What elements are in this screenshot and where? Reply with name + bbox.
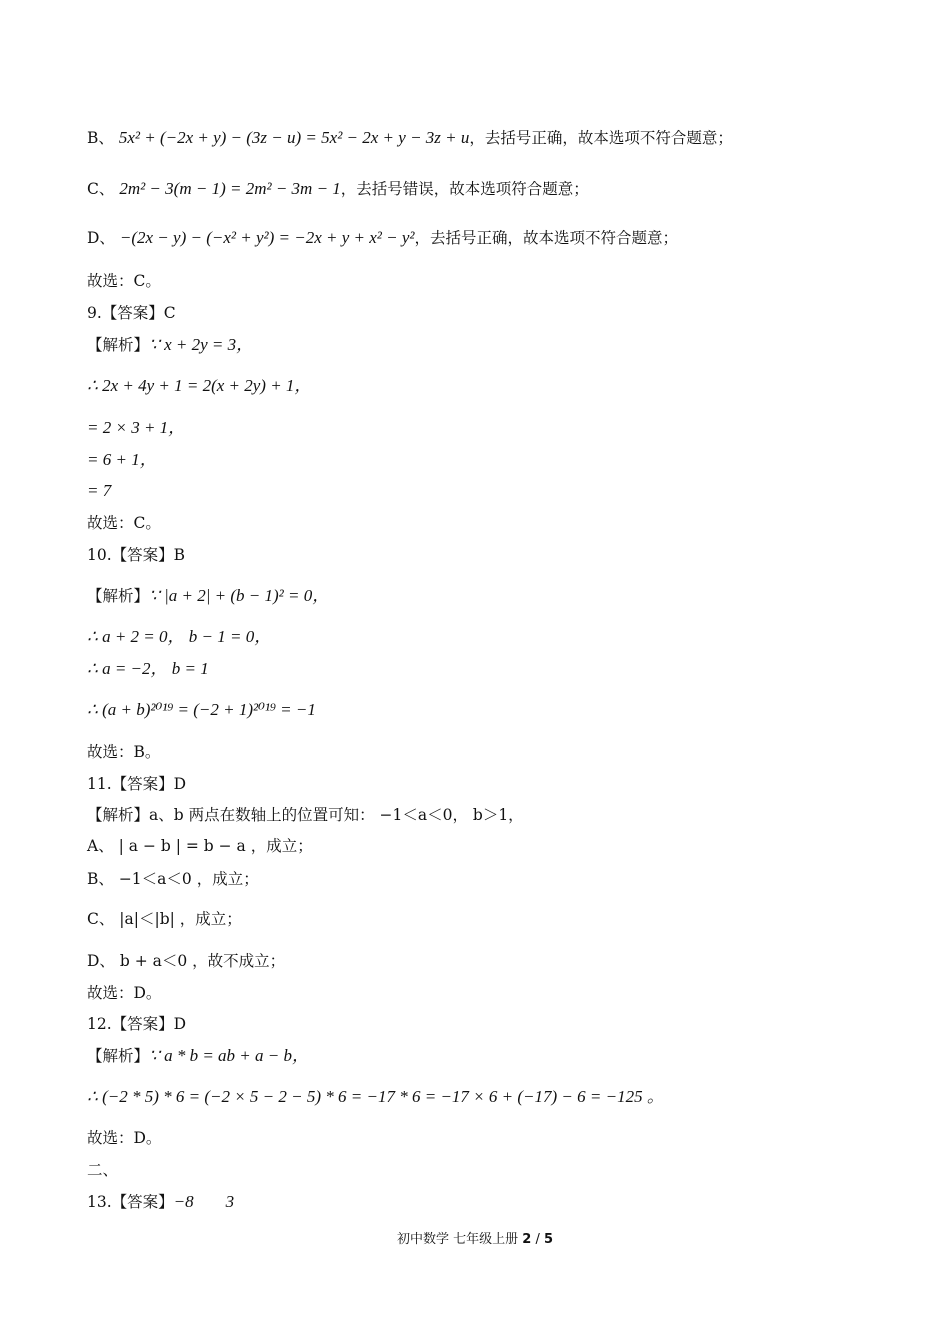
q11-option-c: C、 |a|＜|b| ，成立； (87, 910, 242, 928)
q10-step4: ∴ (a + b)²⁰¹⁹ = (−2 + 1)²⁰¹⁹ = −1 (87, 700, 316, 719)
q8-option-d-text: ，去括号正确，故本选项不符合题意； (414, 229, 679, 247)
q13-value-1: −8 (173, 1192, 194, 1211)
q8-option-b-label: B、 (87, 129, 114, 147)
q8-option-b (87, 128, 733, 148)
q12-step1: ∵ a * b = ab + a − b， (149, 1046, 309, 1065)
q9-step5: = 7 (87, 481, 112, 500)
q10-step2: ∴ a + 2 = 0， b − 1 = 0， (87, 627, 272, 646)
q8-option-b-text: ，去括号正确，故本选项不符合题意； (469, 129, 733, 147)
q9-step1: ∵ x + 2y = 3， (149, 335, 254, 354)
q13-value-2: 3 (225, 1192, 235, 1211)
q11-analysis: 【解析】a、b 两点在数轴上的位置可知： −1＜a＜0， b＞1， (87, 806, 524, 824)
q8-option-c-text: ，去括号错误，故本选项符合题意； (340, 180, 589, 198)
q10-analysis-line1 (87, 586, 329, 606)
q9-choice: 故选：C。 (87, 514, 161, 532)
q8-option-c-math: 2m² − 3(m − 1) = 2m² − 3m − 1 (119, 179, 341, 198)
q12-analysis-line1 (87, 1046, 309, 1066)
q9-answer: 9.【答案】C (87, 304, 176, 322)
q8-option-c-label: C、 (87, 180, 115, 198)
footer-subject: 初中数学 七年级上册 (396, 1232, 519, 1247)
footer-page-number: 2 (522, 1232, 532, 1247)
q9-step3: = 2 × 3 + 1， (87, 418, 186, 437)
q10-answer: 10.【答案】B (87, 546, 186, 564)
q10-choice: 故选：B。 (87, 743, 161, 761)
footer-page-total: 5 (543, 1232, 554, 1247)
q12-step2: ∴ (−2 * 5) * 6 = (−2 × 5 − 2 − 5) * 6 = −17 * 6 = −17 × 6 + (−17) − 6 = −125 。 (87, 1087, 664, 1106)
q8-choice: 故选：C。 (87, 272, 161, 290)
q12-answer: 12.【答案】D (87, 1015, 187, 1033)
q8-option-d-math: −(2x − y) − (−x² + y²) = −2x + y + x² − y² (119, 228, 415, 247)
q12-choice: 故选：D。 (87, 1129, 162, 1147)
q9-step4: = 6 + 1， (87, 450, 157, 469)
q10-step1: ∵ |a + 2| + (b − 1)² = 0， (149, 586, 330, 605)
q8-option-c (87, 179, 589, 199)
q10-step3: ∴ a = −2， b = 1 (87, 659, 209, 678)
q11-option-b: B、 −1＜a＜0 ，成立； (87, 870, 259, 888)
q8-option-d (87, 228, 678, 248)
q12-analysis-label: 【解析】 (87, 1047, 150, 1065)
q9-analysis-line1 (87, 335, 253, 355)
q10-analysis-label: 【解析】 (87, 587, 150, 605)
q11-answer: 11.【答案】D (87, 775, 187, 793)
q9-step2: ∴ 2x + 4y + 1 = 2(x + 2y) + 1， (87, 376, 312, 395)
footer-separator: / (535, 1232, 540, 1247)
q11-option-a: A、 | a − b | = b − a ，成立； (87, 837, 313, 855)
q8-option-d-label: D、 (87, 229, 115, 247)
q13-answer-label: 13.【答案】 (87, 1193, 174, 1211)
section-2-heading: 二、 (87, 1161, 119, 1179)
q9-analysis-label: 【解析】 (87, 336, 150, 354)
q13-answer-line (87, 1192, 234, 1212)
page-footer (0, 1228, 950, 1247)
q11-choice: 故选：D。 (87, 984, 162, 1002)
q11-option-d: D、 b + a＜0 ，故不成立； (87, 952, 286, 970)
q8-option-b-math: 5x² + (−2x + y) − (3z − u) = 5x² − 2x + y − 3z + u (118, 128, 470, 147)
